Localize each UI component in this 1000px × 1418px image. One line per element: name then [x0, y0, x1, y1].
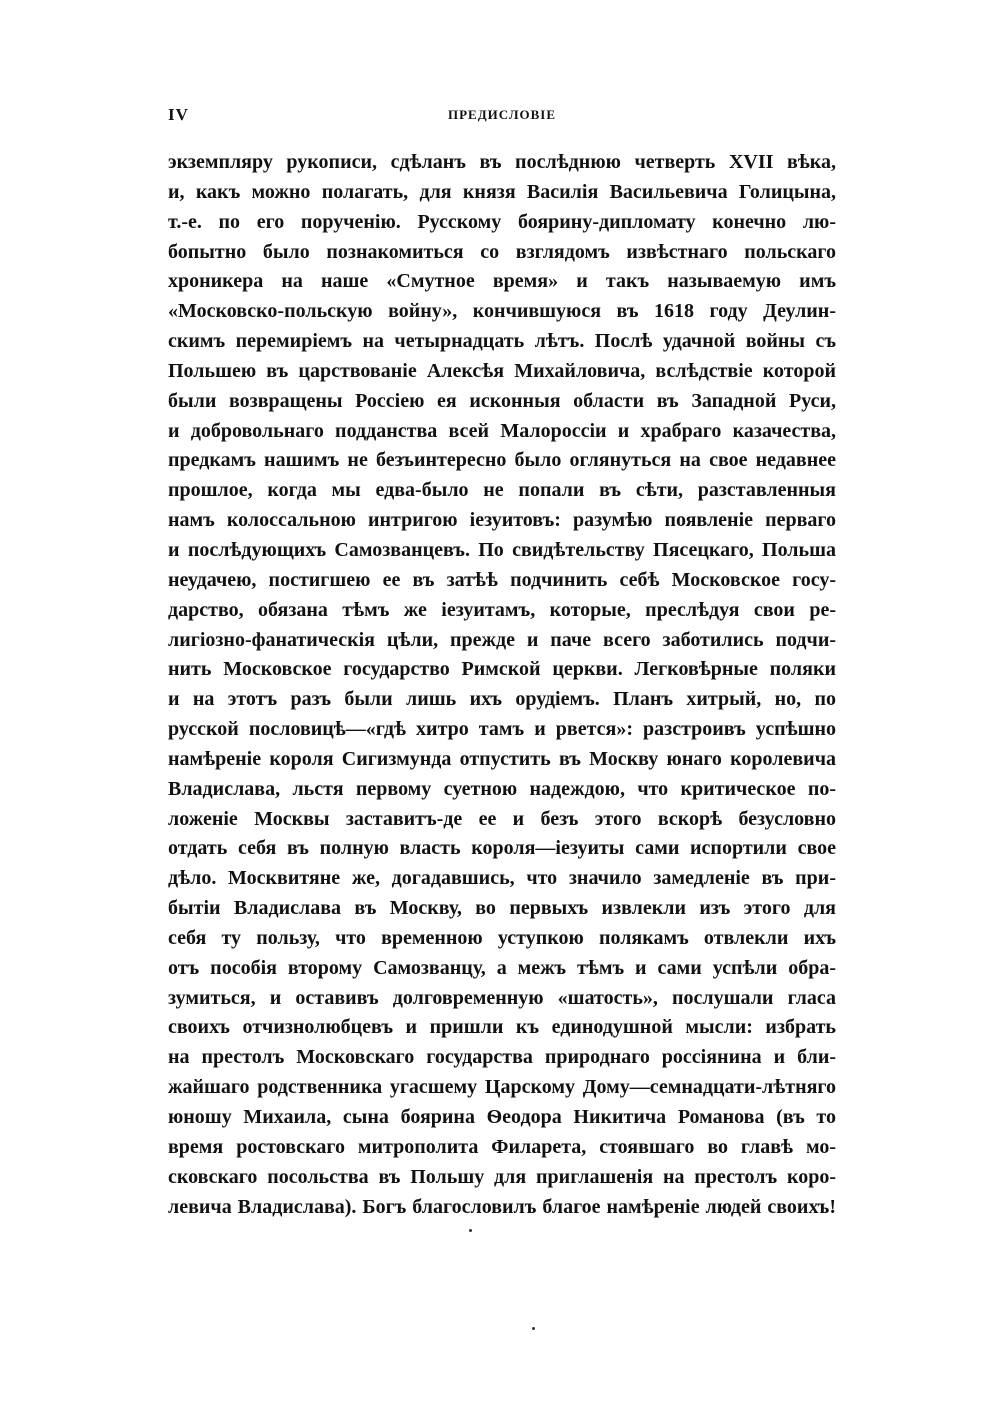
- text-line: бопытно было познакомиться со взглядомъ извѣстнаго польскаго: [168, 240, 836, 263]
- text-line: лигіозно-фанатическія цѣли, прежде и паче всего заботились подчи-: [168, 628, 836, 651]
- text-line: и послѣдующихъ Самозванцевъ. По свидѣтельству Пясецкаго, Польша: [168, 538, 836, 561]
- text-line: юношу Михаила, сына боярина Ѳеодора Никитича Романова (въ то: [168, 1106, 836, 1128]
- running-head-title: ПРЕДИСЛОВІЕ: [447, 107, 557, 122]
- page-number: IV: [168, 105, 189, 124]
- text-line: и, какъ можно полагать, для князя Василія Васильевича Голицына,: [168, 180, 836, 203]
- text-line: зумиться, и оставивъ долговременную «шатость», послушали гласа: [168, 986, 836, 1009]
- text-line: левича Владислава). Богъ благословилъ благое намѣреніе людей своихъ!: [168, 1195, 836, 1218]
- text-line: русской пословицѣ—«гдѣ хитро тамъ и рвется»: разстроивъ успѣшно: [168, 718, 836, 741]
- text-line: нить Московское государство Римской церкви. Легковѣрные поляки: [168, 658, 836, 681]
- text-line: намѣреніе короля Сигизмунда отпустить въ Москву юнаго королевича: [168, 747, 836, 770]
- text-line: Польшею въ царствованіе Алексѣя Михайловича, вслѣдствіе которой: [168, 359, 836, 382]
- ink-speck: [532, 1327, 535, 1330]
- text-line: бытіи Владислава въ Москву, во первыхъ извлекли изъ этого для: [168, 897, 836, 920]
- text-line: отъ пособія второму Самозванцу, а межъ тѣмъ и сами успѣли обра-: [168, 956, 836, 979]
- ink-speck: [469, 1229, 472, 1232]
- text-line: скимъ перемиріемъ на четырнадцать лѣтъ. Послѣ удачной войны съ: [168, 330, 836, 353]
- text-line: были возвращены Россіею ея исконныя области въ Западной Руси,: [168, 389, 836, 412]
- text-line: отдать себя въ полную власть короля—іезуиты сами испортили свое: [168, 837, 836, 860]
- text-line: Владислава, льстя первому суетною надеждою, что критическое по-: [168, 777, 836, 800]
- text-line: т.-е. по его порученію. Русскому боярину-дипломату конечно лю-: [168, 210, 836, 233]
- body-text: [168, 148, 836, 1222]
- text-line: своихъ отчизнолюбцевъ и пришли къ единодушной мысли: избрать: [168, 1016, 836, 1039]
- text-line: хроникера на наше «Смутное время» и такъ называемую имъ: [168, 270, 836, 293]
- text-line: время ростовскаго митрополита Филарета, стоявшаго во главѣ мо-: [168, 1135, 836, 1158]
- text-line: и на этотъ разъ были лишь ихъ орудіемъ. Планъ хитрый, но, по: [168, 688, 836, 711]
- text-line: жайшаго родственника угасшему Царскому Дому—семнадцати-лѣтняго: [168, 1076, 836, 1099]
- text-line: дарство, обязана тѣмъ же іезуитамъ, которые, преслѣдуя свои ре-: [168, 598, 836, 621]
- text-line: предкамъ нашимъ не безъинтересно было оглянуться на свое недавнее: [168, 449, 836, 472]
- text-line: экземпляру рукописи, сдѣланъ въ послѣднюю четверть XVII вѣка,: [168, 151, 836, 173]
- text-line: ложеніе Москвы заставитъ-де ее и безъ этого вскорѣ безусловно: [168, 807, 836, 830]
- text-line: себя ту пользу, что временною уступкою полякамъ отвлекли ихъ: [168, 926, 836, 949]
- text-line: намъ колоссальною интригою іезуитовъ: разумѣю появленіе перваго: [168, 509, 836, 532]
- text-line: «Московско-польскую войну», кончившуюся въ 1618 году Деулин-: [168, 300, 836, 323]
- text-line: на престолъ Московскаго государства природнаго россіянина и бли-: [168, 1046, 836, 1069]
- text-line: дѣло. Москвитяне же, догадавшись, что значило замедленіе въ при-: [168, 867, 836, 890]
- text-line: прошлое, когда мы едва-было не попали въ сѣти, разставленныя: [168, 479, 836, 502]
- text-line: неудачею, постигшею ее въ затѣѣ подчинить себѣ Московское госу-: [168, 568, 836, 591]
- text-line: сковскаго посольства въ Польшу для приглашенія на престолъ коро-: [168, 1165, 836, 1188]
- text-line: и добровольнаго подданства всей Малороссіи и храбраго казачества,: [168, 419, 836, 442]
- page-header: [168, 102, 836, 128]
